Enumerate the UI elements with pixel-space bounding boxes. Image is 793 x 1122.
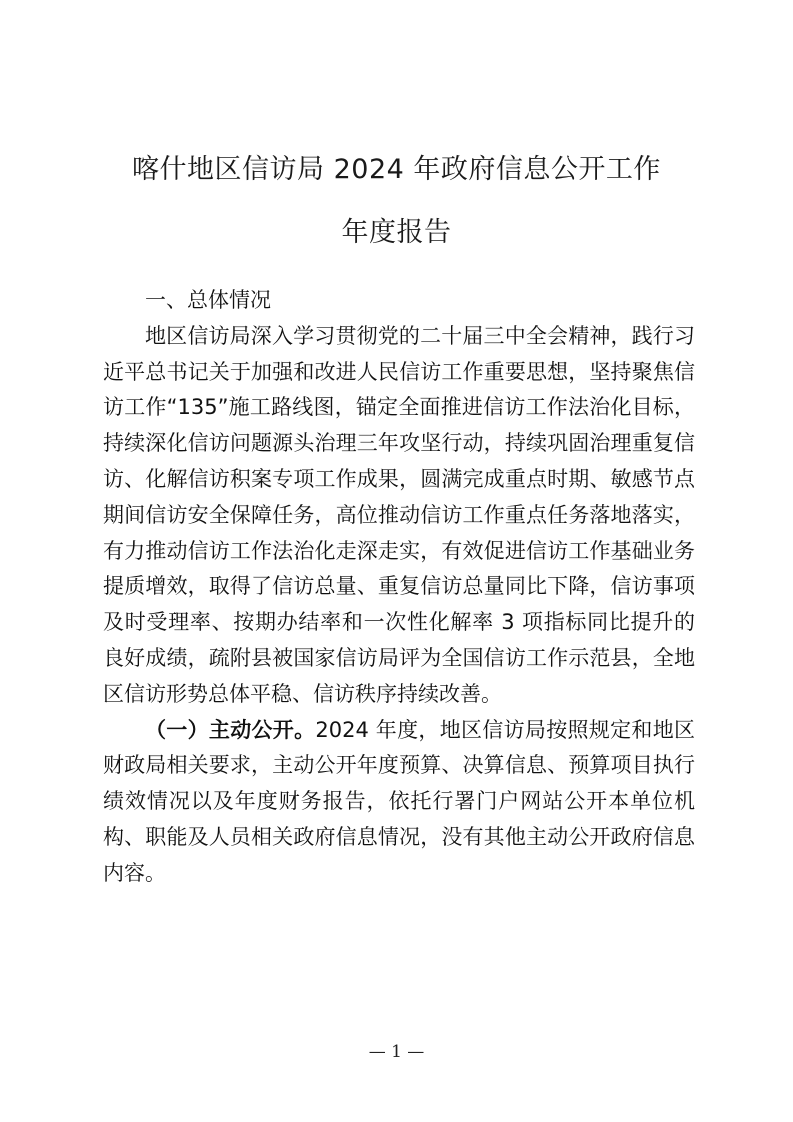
paragraph-active-disclosure — [103, 713, 695, 892]
document-body — [103, 283, 695, 892]
paragraph-overview: 地区信访局深入学习贯彻党的二十届三中全会精神，践行习近平总书记关于加强和改进人民信访工作重要思想，坚持聚焦信访工作“135”施工路线图，锚定全面推进信访工作法治化目标，持续深化信访问题源头治理三年攻坚行动，持续巩固治理重复信访、化解信访积案专项工作成果，圆满完成重点时期、敏感节点期间信访安全保障任务，高位推动信访工作重点任务落地落实，有力推动信访工作法治化走深走实，有效促进信访工作基础业务提质增效，取得了信访总量、重复信访总量同比下降，信访事项及时受理率、按期办结率和一次性化解率 3 项指标同比提升的良好成绩，疏附县被国家信访局评为全国信访工作示范县，全地区信访形势总体平稳、信访秩序持续改善。 — [103, 323, 695, 706]
paragraph-lead-bold: （一）主动公开。 — [145, 717, 316, 742]
page-number: — 1 — — [368, 1042, 425, 1062]
section-heading-overview: 一、总体情况 — [145, 288, 271, 312]
document-title-line-1: 喀什地区信访局 2024 年政府信息公开工作 — [132, 154, 661, 185]
paragraph-active-disclosure-text: 2024 年度，地区信访局按照规定和地区财政局相关要求，主动公开年度预算、决算信息、预算项目执行绩效情况以及年度财务报告，依托行署门户网站公开本单位机构、职能及人员相关政府信息情况，没有其他主动公开政府信息内容。 — [103, 717, 695, 885]
document-title-line-2: 年度报告 — [341, 217, 452, 248]
